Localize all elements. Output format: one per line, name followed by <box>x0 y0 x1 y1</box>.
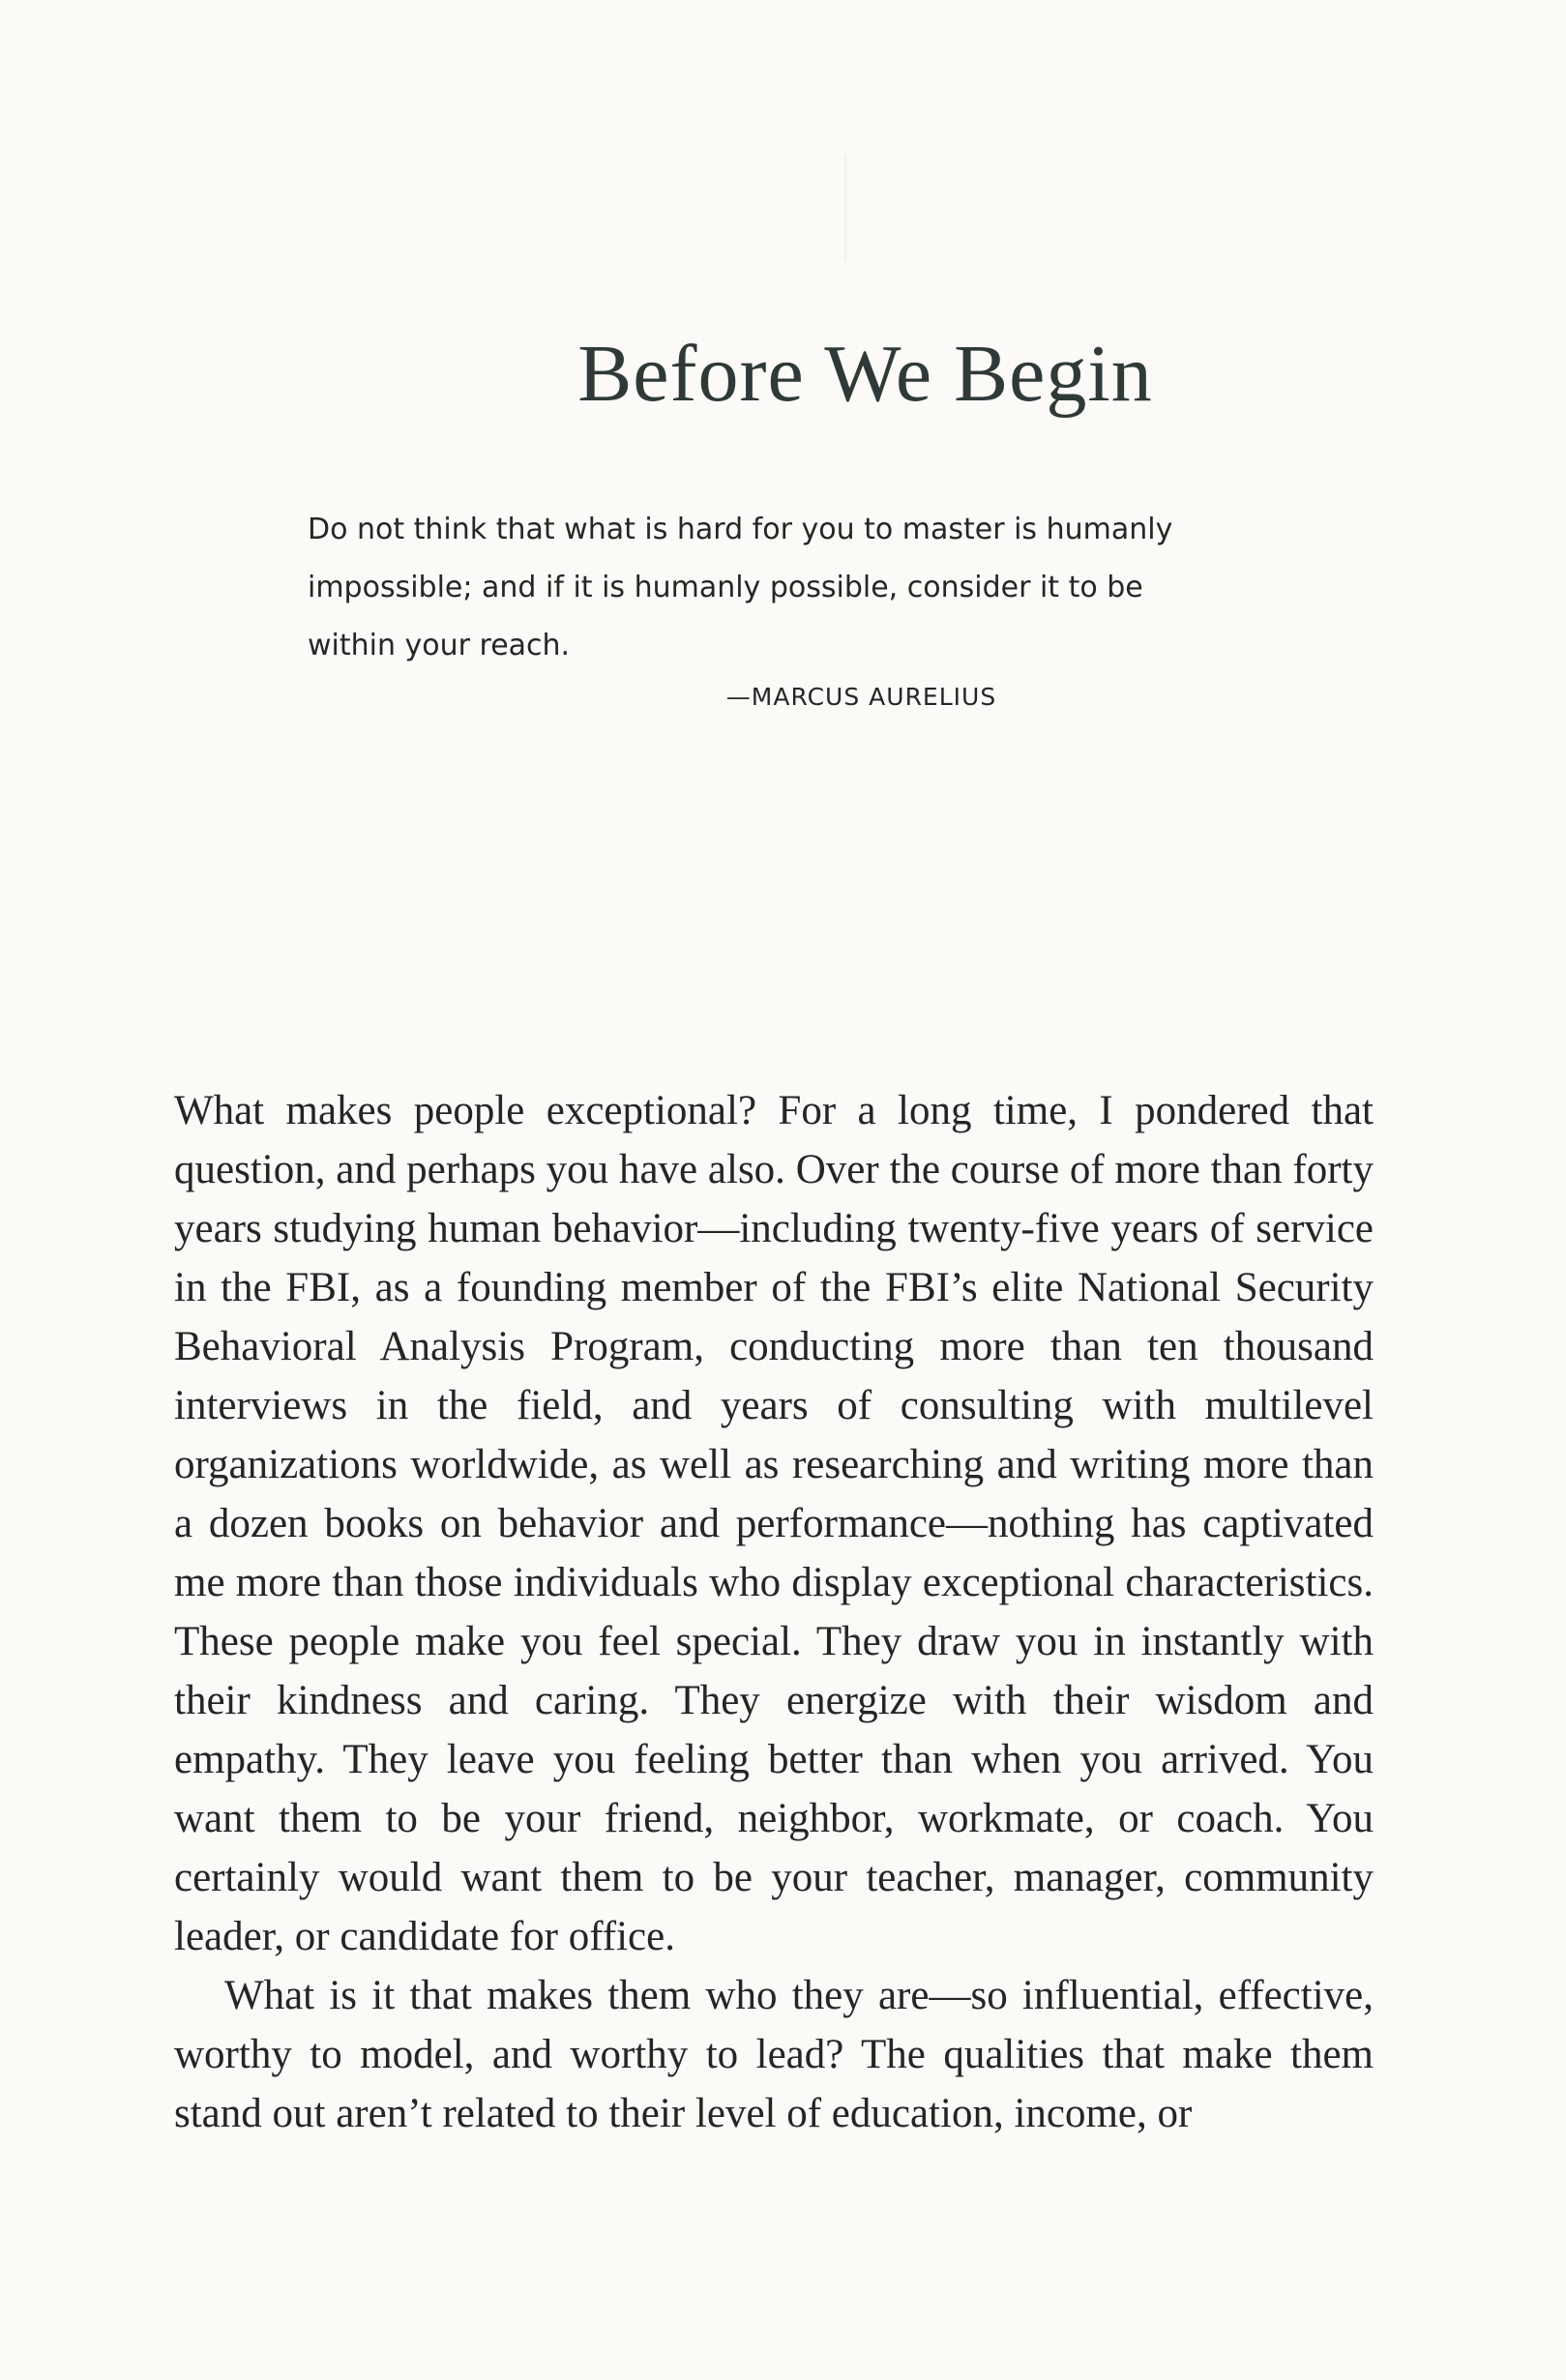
chapter-title: Before We Begin <box>577 329 1153 419</box>
paragraph: What makes people exceptional? For a long time, I pondered that question, and perhaps you have also. Over the course of more than forty years studying human behavior—including twenty-five years of service in the FBI, as a founding member of the FBI’s elite National Security Behavioral Analysis Program, conducting more than ten thousand interviews in the field, and years of consulting with multilevel organizations worldwide, as well as researching and writing more than a dozen books on behavior and performance—nothing has captivated me more than those individuals who display exceptional characteristics. These people make you feel special. They draw you in instantly with their kindness and caring. They energize with their wisdom and empathy. They leave you feeling better than when you arrived. You want them to be your friend, neighbor, workmate, or coach. You certainly would want them to be your teacher, manager, community leader, or candidate for office. <box>174 1088 1374 1959</box>
body-text <box>174 1081 1374 2143</box>
epigraph-quote: Do not think that what is hard for you to master is humanly impossible; and if it is humanly possible, consider it to be within your reach. <box>308 513 1173 662</box>
epigraph-attribution: —MARCUS AURELIUS <box>725 683 997 711</box>
paragraph: What is it that makes them who they are—so influential, effective, worthy to model, and worthy to lead? The qualities that make them stand out aren’t related to their level of education, income, or <box>174 1973 1374 2136</box>
scan-artifact <box>844 155 846 261</box>
